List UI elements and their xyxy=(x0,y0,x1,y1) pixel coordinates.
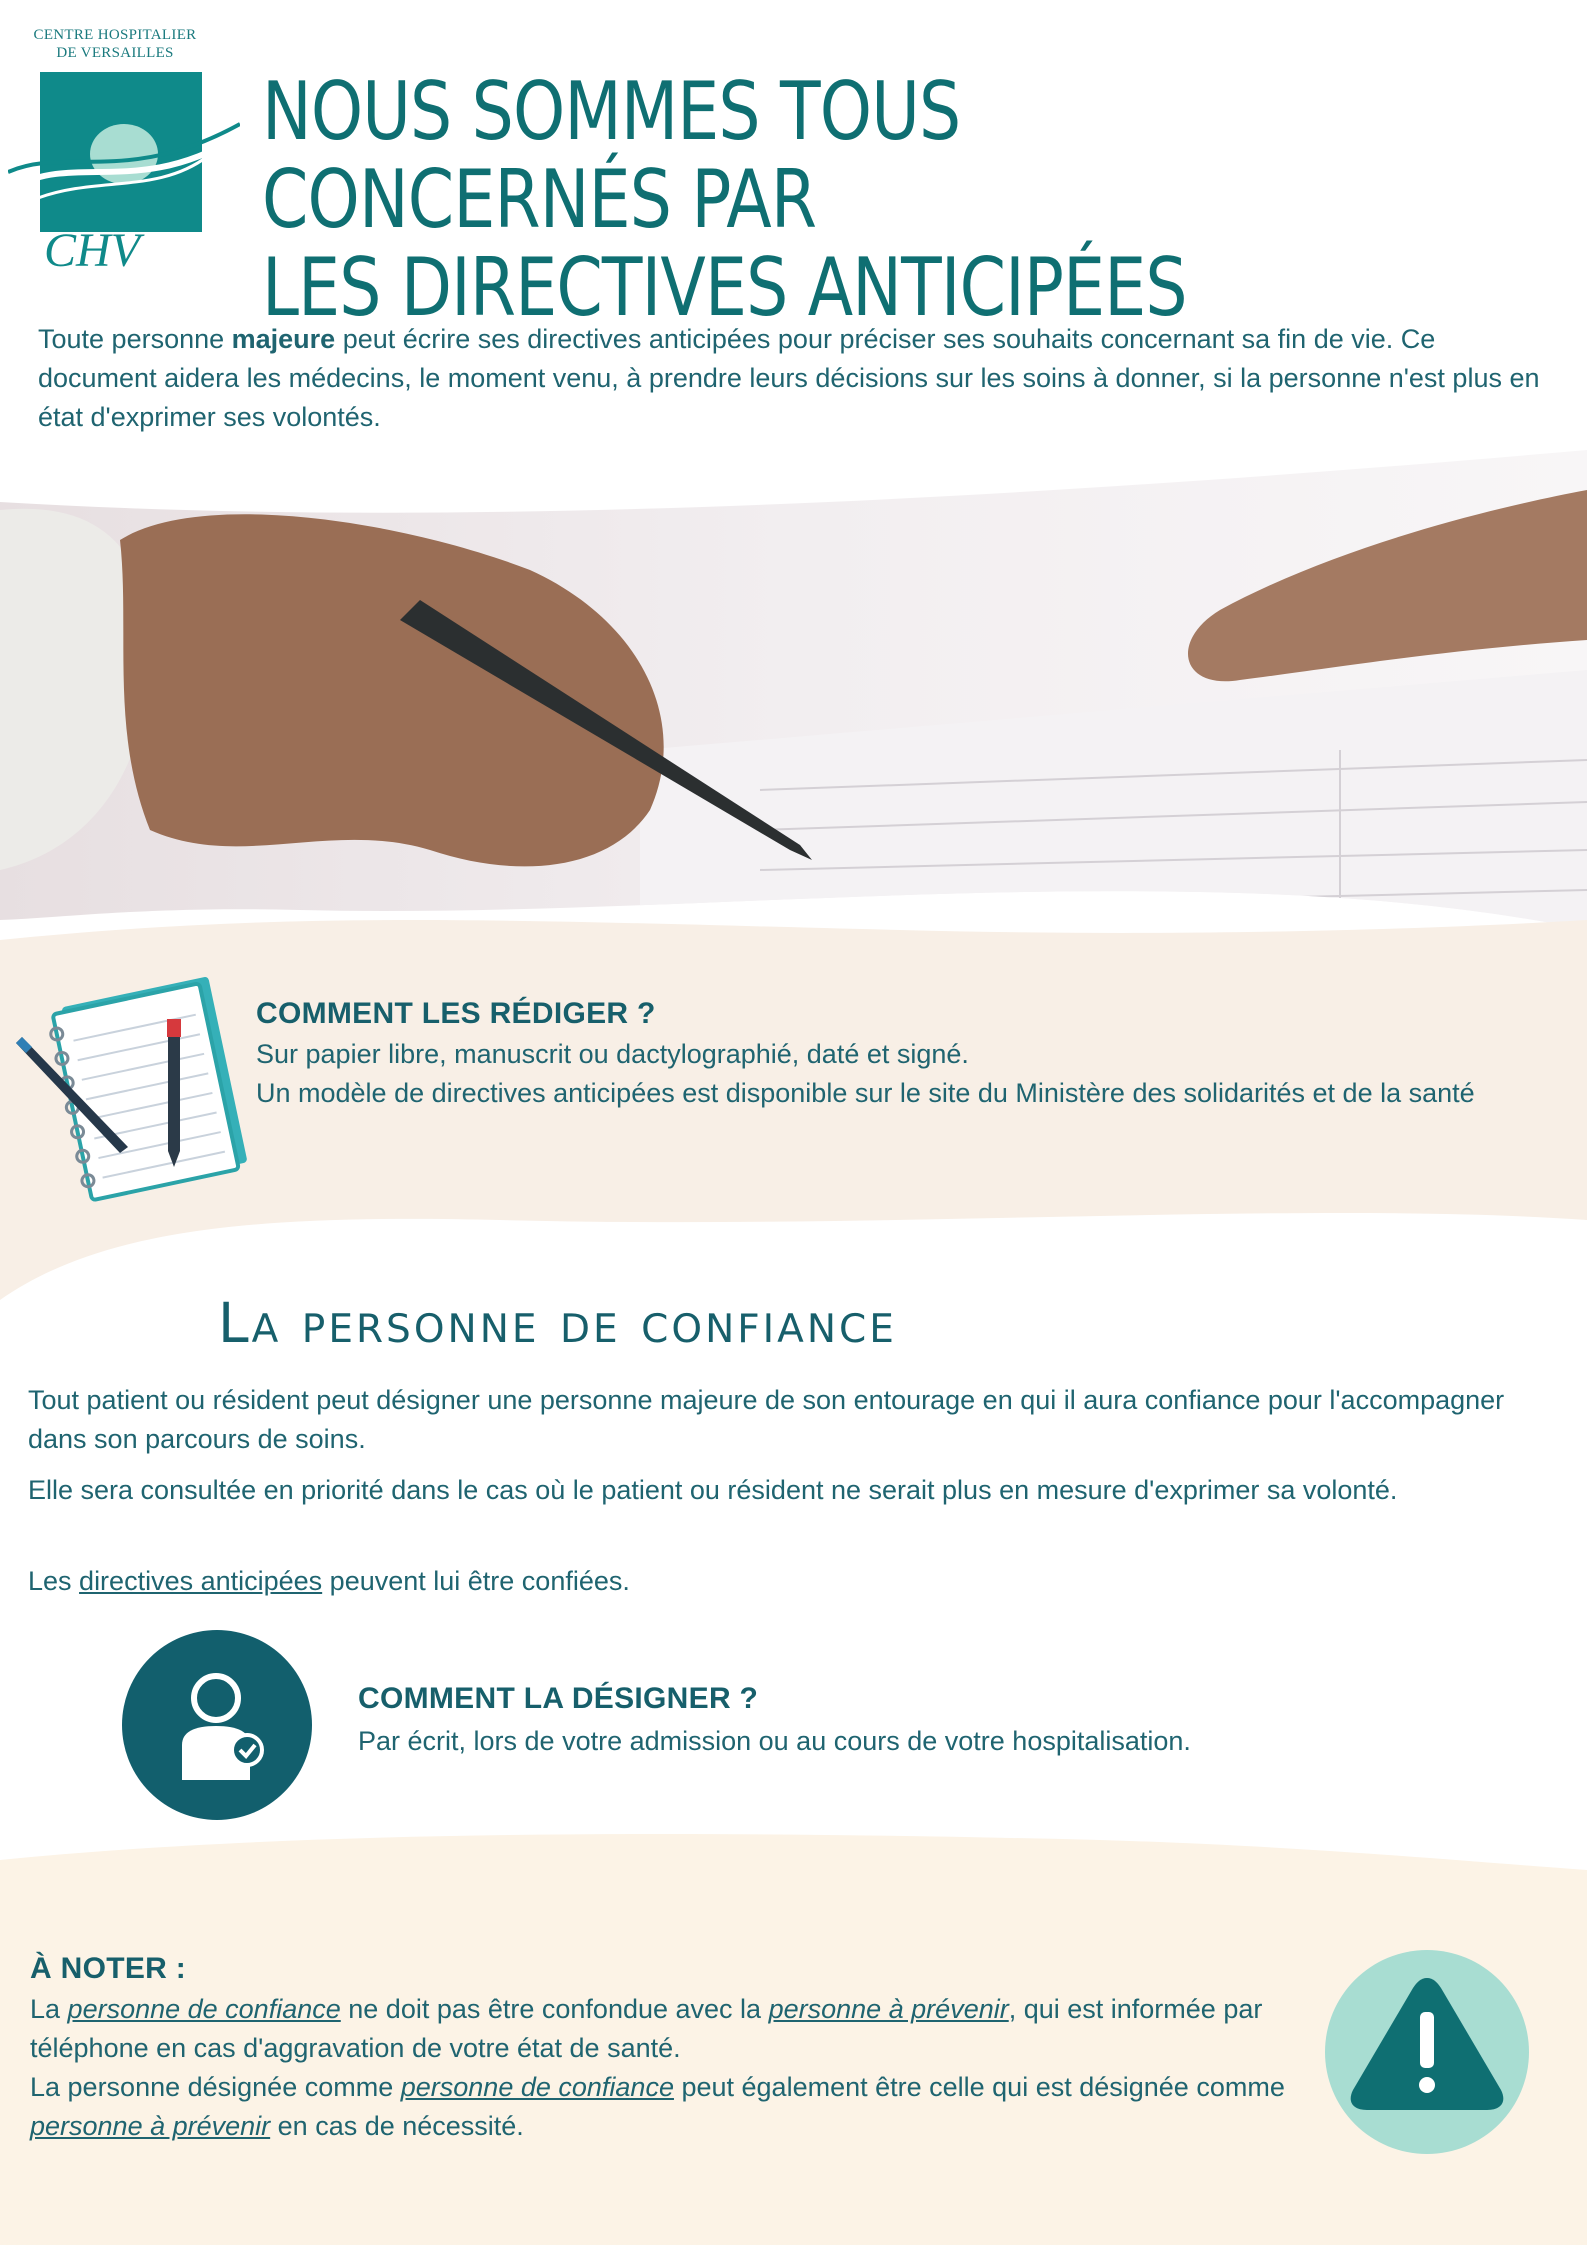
how-to-write-line1: Sur papier libre, manuscrit ou dactylographié, daté et signé. xyxy=(256,1039,969,1069)
logo-initials: CHV xyxy=(44,224,140,276)
page-title: NOUS SOMMES TOUS CONCERNÉS PAR LES DIRECTIVES ANTICIPÉES xyxy=(262,65,1187,334)
warning-icon xyxy=(1325,1950,1530,2155)
how-to-write-line2: Un modèle de directives anticipées est disponible sur le site du Ministère des solidarités et de la santé xyxy=(256,1078,1475,1108)
how-to-designate-line: Par écrit, lors de votre admission ou au cours de votre hospitalisation. xyxy=(358,1726,1191,1756)
intro-paragraph: Toute personne majeure peut écrire ses directives anticipées pour préciser ses souhaits concernant sa fin de vie. Ce document aidera les médecins, le moment venu, à prendre leurs décisions sur les soins à donner, si la personne n'est plus en état d'exprimer ses volontés. xyxy=(38,324,1540,432)
trusted-person-paragraph-1: Tout patient ou résident peut désigner une personne majeure de son entourage en qui il aura confiance pour l'accompagner dans son parcours de soins. xyxy=(28,1385,1505,1454)
org-name: CENTRE HOSPITALIER DE VERSAILLES xyxy=(33,27,197,61)
note-paragraph-1: La personne de confiance ne doit pas être confondue avec la personne à prévenir, qui est informée par téléphone en cas d'aggravation de votre état de santé. xyxy=(30,1994,1263,2063)
how-to-write-heading: COMMENT LES RÉDIGER ? xyxy=(256,997,656,1030)
note-paragraph-2: La personne désignée comme personne de confiance peut également être celle qui est désignée comme personne à prévenir en cas de nécessité. xyxy=(30,2072,1285,2141)
trusted-person-title: La personne de confiance xyxy=(218,1291,897,1355)
chv-logo xyxy=(8,26,240,276)
verified-person-icon xyxy=(122,1630,312,1820)
writing-hands-photo xyxy=(0,450,1587,960)
trusted-person-paragraph-3: Les directives anticipées peuvent lui être confiées. xyxy=(28,1566,630,1596)
note-heading: À NOTER : xyxy=(30,1952,187,1985)
notebook-pens-icon xyxy=(10,975,250,1205)
directives-link-text: directives anticipées xyxy=(79,1566,323,1596)
how-to-designate-heading: COMMENT LA DÉSIGNER ? xyxy=(358,1682,759,1715)
trusted-person-paragraph-2: Elle sera consultée en priorité dans le cas où le patient ou résident ne serait plus en mesure d'exprimer sa volonté. xyxy=(28,1475,1398,1505)
